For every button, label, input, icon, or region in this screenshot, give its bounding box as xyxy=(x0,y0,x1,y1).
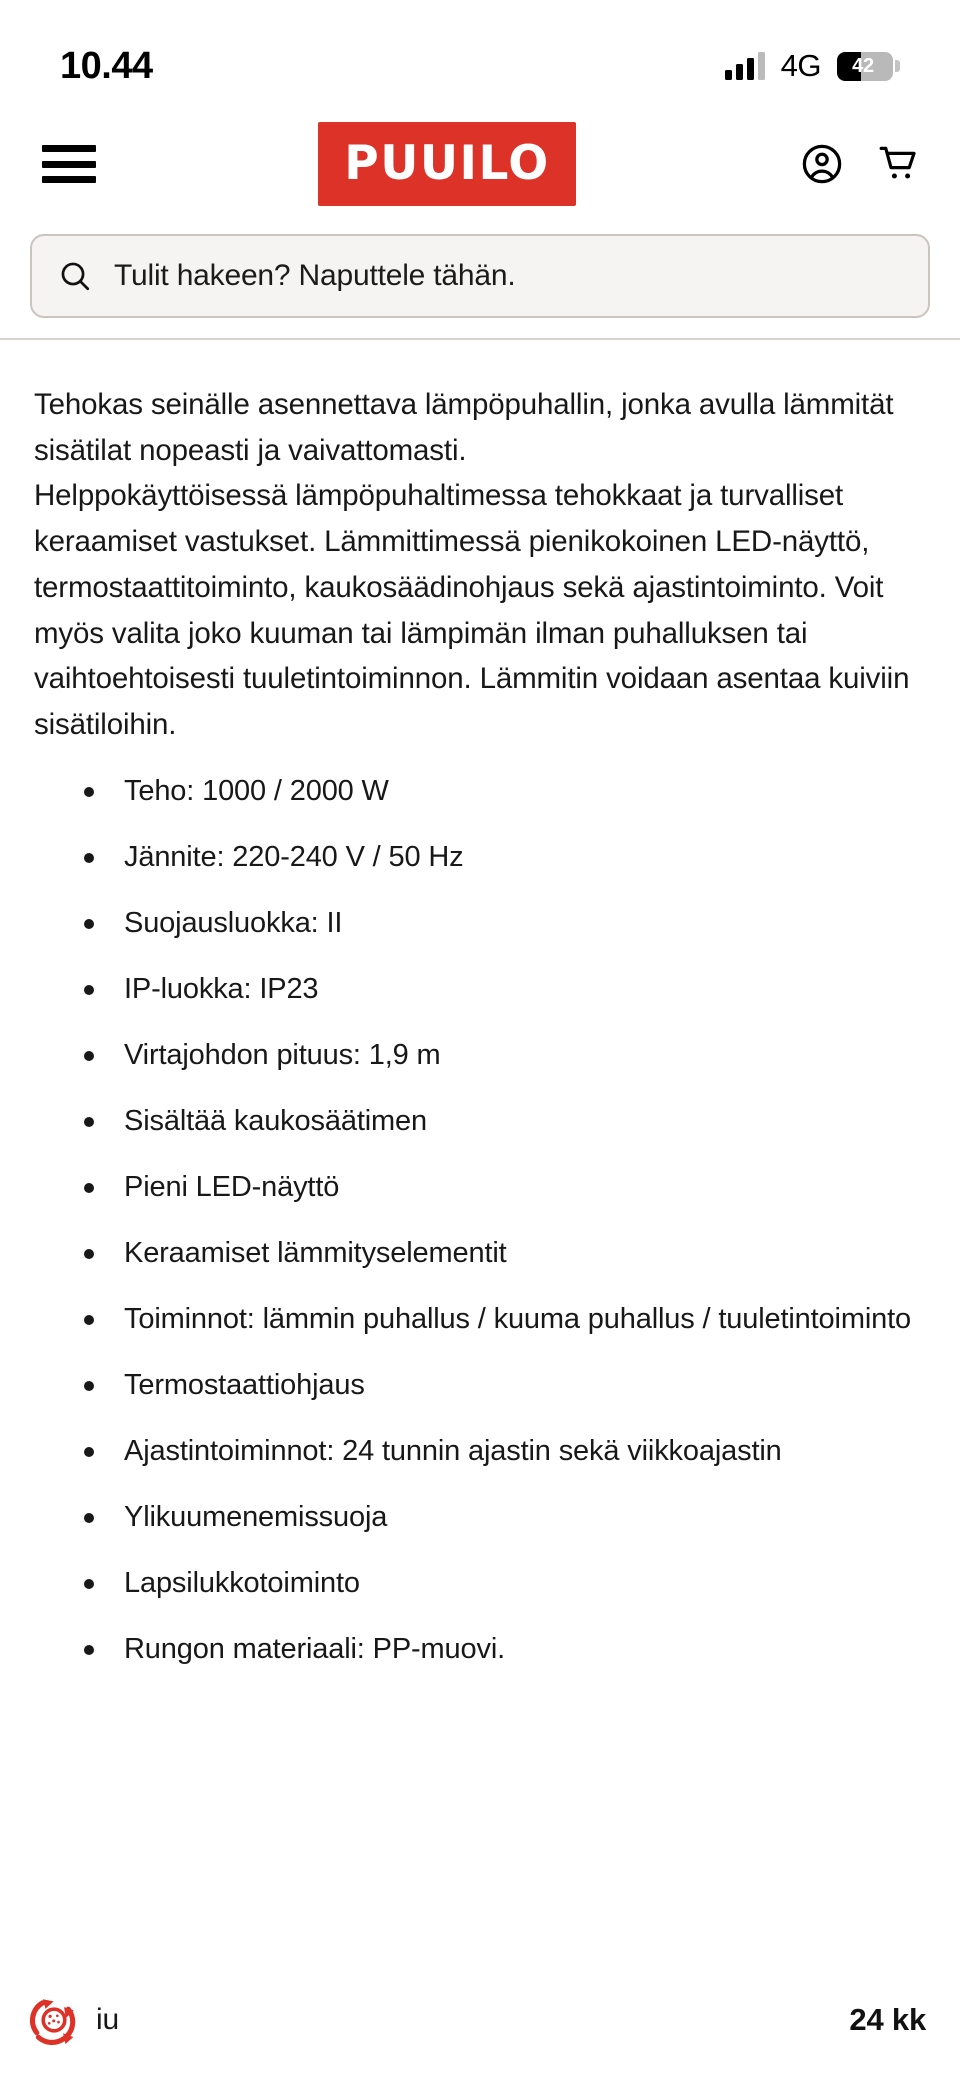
list-item: Lapsilukkotoiminto xyxy=(82,1562,926,1604)
list-item: Rungon materiaali: PP-muovi. xyxy=(82,1628,926,1670)
warranty-bar xyxy=(0,1973,960,2081)
description-text xyxy=(34,382,926,748)
battery-percent-label: 42 xyxy=(852,54,874,77)
recycle-arrows-icon xyxy=(18,1984,90,2056)
search-placeholder: Tulit hakeen? Naputtele tähän. xyxy=(114,259,516,292)
list-item: IP-luokka: IP23 xyxy=(82,968,926,1010)
warranty-label: iu xyxy=(96,2003,119,2036)
battery-tip xyxy=(895,60,900,72)
search-input[interactable] xyxy=(30,234,930,318)
product-description-section xyxy=(0,340,960,1973)
shopping-cart-icon[interactable] xyxy=(876,140,924,188)
list-item: Keraamiset lämmityselementit xyxy=(82,1232,926,1274)
header-actions xyxy=(798,140,924,188)
status-bar-indicators xyxy=(725,48,900,84)
search-section xyxy=(0,220,960,338)
list-item: Suojausluokka: II xyxy=(82,902,926,944)
specifications-list xyxy=(34,770,926,1671)
status-bar xyxy=(0,0,960,108)
list-item: Termostaattiohjaus xyxy=(82,1364,926,1406)
status-bar-time: 10.44 xyxy=(60,44,153,87)
logo-text: PUUILO xyxy=(344,135,550,191)
cellular-signal-icon xyxy=(725,52,765,80)
warranty-info xyxy=(18,1984,119,2056)
hamburger-menu-icon[interactable] xyxy=(42,145,96,183)
list-item: Toiminnot: lämmin puhallus / kuuma puhallus / tuuletintoiminto xyxy=(82,1298,926,1340)
list-item: Jännite: 220-240 V / 50 Hz xyxy=(82,836,926,878)
search-icon xyxy=(58,259,92,293)
list-item: Sisältää kaukosäätimen xyxy=(82,1100,926,1142)
list-item: Teho: 1000 / 2000 W xyxy=(82,770,926,812)
battery-icon xyxy=(837,52,893,81)
battery-indicator xyxy=(837,52,900,81)
list-item: Virtajohdon pituus: 1,9 m xyxy=(82,1034,926,1076)
network-type-label: 4G xyxy=(780,48,821,83)
site-header xyxy=(0,108,960,220)
list-item: Ylikuumenemissuoja xyxy=(82,1496,926,1538)
list-item: Pieni LED-näyttö xyxy=(82,1166,926,1208)
list-item: Ajastintoiminnot: 24 tunnin ajastin sekä viikkoajastin xyxy=(82,1430,926,1472)
description-paragraph-2: Helppokäyttöisessä lämpöpuhaltimessa tehokkaat ja turvalliset keraamiset vastukset. Lämmittimessä pienikokoinen LED-näyttö, termostaattitoiminto, kaukosäädinohjaus sekä ajastintoiminto. Voit myös valita joko kuuman tai lämpimän ilman puhalluksen tai vaihtoehtoisesti tuuletintoiminnon. Lämmitin voidaan asentaa kuiviin sisätiloihin. xyxy=(34,479,910,742)
warranty-period: 24 kk xyxy=(849,2002,926,2037)
description-paragraph-1: Tehokas seinälle asennettava lämpöpuhallin, jonka avulla lämmität sisätilat nopeasti ja vaivattomasti. xyxy=(34,388,894,467)
account-circle-icon[interactable] xyxy=(798,140,846,188)
puuilo-logo[interactable] xyxy=(318,122,576,206)
